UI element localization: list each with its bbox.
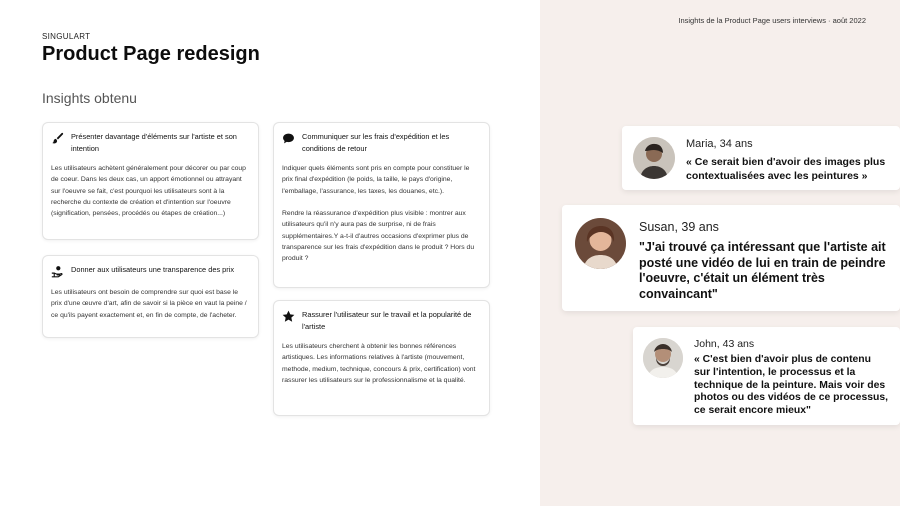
brand-eyebrow: SINGULART [42,32,91,41]
chat-bubble-icon [282,132,295,145]
insight-card-shipping [273,122,490,288]
brush-icon [51,132,64,145]
quote-author: John, 43 ans [694,338,755,350]
header-note: Insights de la Product Page users interviews · août 2022 [678,16,866,25]
star-icon [282,310,295,323]
section-subtitle: Insights obtenu [42,90,137,106]
quote-text: « C'est bien d'avoir plus de contenu sur l'intention, le processus et la technique de la peinture. Mais voir des photos ou des vidéos de ce processus, ce serait encore mieux" [694,354,889,417]
card-title: Donner aux utilisateurs une transparence des prix [71,265,235,274]
card-body: Les utilisateurs cherchent à obtenir les bonnes références artistiques. Les informations relatives à l'artiste (mouvement, methode, medium, technique, concours & prix, certification) vont rassurer les utilisateurs sur le professionnalisme et la qualité. [282,343,476,384]
quote-text: « Ce serait bien d'avoir des images plus contextualisées avec les peintures » [686,156,886,182]
card-title: Communiquer sur les frais d'expédition et les conditions de retour [302,132,450,153]
quote-text: "J'ai trouvé ça intéressant que l'artiste ait posté une vidéo de lui en train de peindre l'oeuvre, c'était un élément très convaincant" [639,240,886,301]
insight-card-pricing [42,255,259,338]
avatar [643,338,683,378]
quote-author: Maria, 34 ans [686,138,753,150]
page-title: Product Page redesign [42,43,260,65]
avatar [633,137,675,179]
avatar [575,218,626,269]
card-body: Les utilisateurs ont besoin de comprendre sur quoi est base le prix d'une œuvre d'art, afin de savoir si la pièce en vaut la peine / ce qu'ils payent exactement et, en fin de compte, de l'acheter. [51,289,247,319]
card-title: Présenter davantage d'éléments sur l'artiste et son intention [71,132,237,153]
card-title: Rassurer l'utilisateur sur le travail et la popularité de l'artiste [302,310,472,331]
insight-card-artist [42,122,259,240]
card-body: Les utilisateurs achètent généralement pour décorer ou par coup de coeur. Dans les deux cas, un apport émotionnel ou attrayant sur l'oeuvre se fait, c'est pourquoi les utilisateurs sont à la recherche du contexte de création et d'intention sur l'oeuvre (signification, pensées, procédés ou étapes de création...) [51,165,246,218]
quote-card-maria [622,126,900,190]
card-body: Indiquer quels éléments sont pris en compte pour constituer le prix final d'expédition (le poids, la taille, le pays d'origine, l'emballage, l'assurance, les taxes, les douanes, etc.). Rendre la réassurance d'expédition plus visible : montrer aux utilisateurs qu'il n'y aura pas de surprise, ni de frais supplémentaires.Y a-t-il d'autres occasions d'exprimer plus de transparence sur les frais d'expédition dans le produit ? Hors du produit ? [282,165,475,263]
quote-card-susan [562,205,900,311]
insight-card-reassurance [273,300,490,416]
hand-coin-icon [51,265,64,278]
quote-author: Susan, 39 ans [639,220,719,234]
quote-card-john [633,327,900,425]
